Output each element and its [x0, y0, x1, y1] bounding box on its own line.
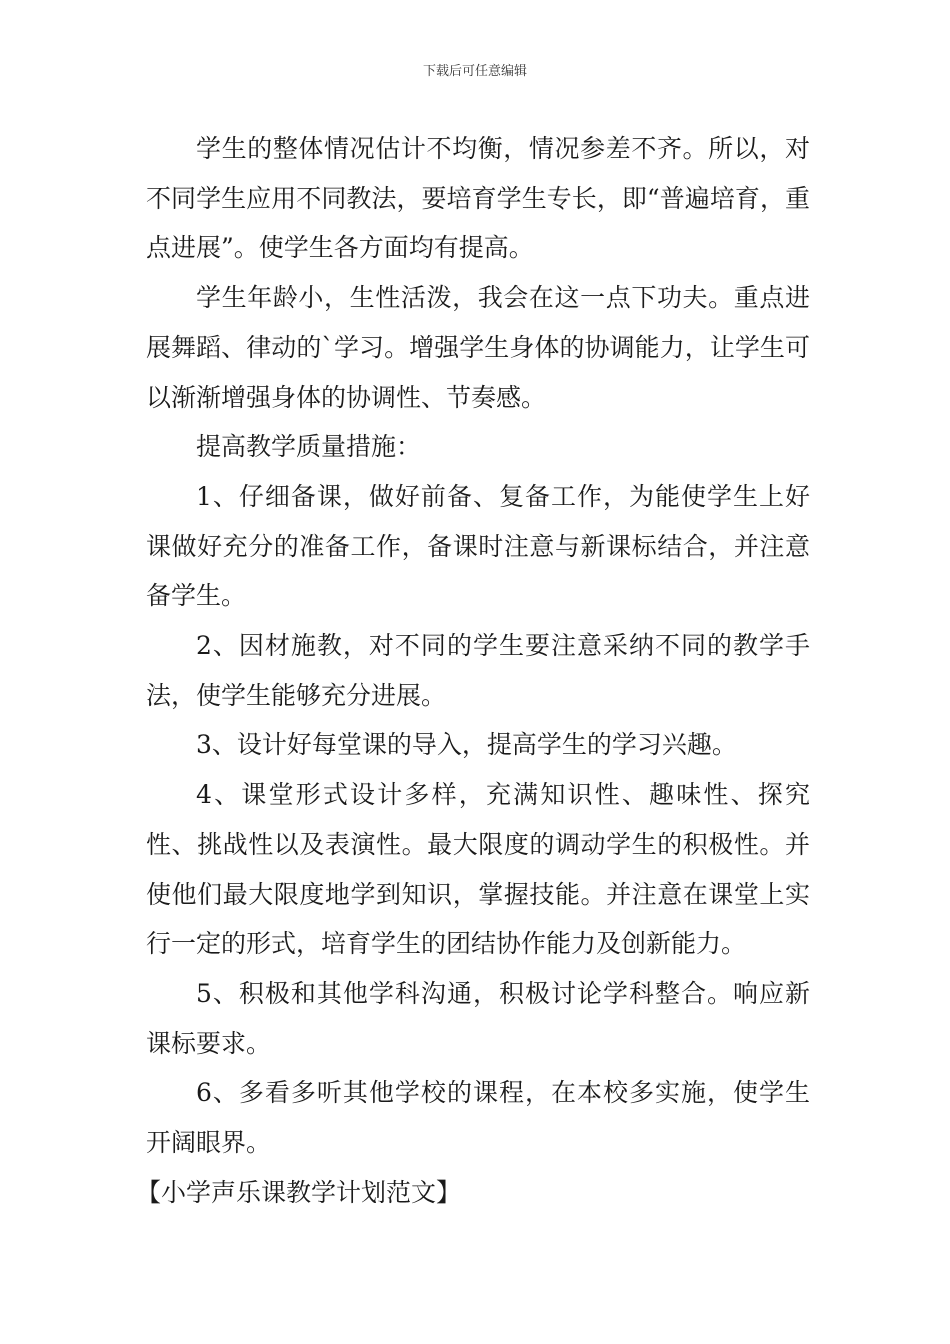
section-heading: 【小学声乐课教学计划范文】 — [136, 1177, 462, 1207]
paragraph-measure-5: 5、积极和其他学科沟通，积极讨论学科整合。响应新课标要求。 — [146, 978, 810, 1058]
paragraph-dance-rhythm: 学生年龄小，生性活泼，我会在这一点下功夫。重点进展舞蹈、律动的`学习。增强学生身体的协调能力，让学生可以渐渐增强身体的协调性、节奏感。 — [146, 283, 810, 412]
paragraph-measure-1: 1、仔细备课，做好前备、复备工作，为能使学生上好课做好充分的准备工作，备课时注意与新课标结合，并注意备学生。 — [146, 481, 810, 611]
page-header-note: 下载后可任意编辑 — [422, 64, 527, 79]
paragraph-measures-title: 提高教学质量措施： — [196, 432, 422, 462]
paragraph-measure-6: 6、多看多听其他学校的课程，在本校多实施，使学生开阔眼界。 — [146, 1078, 810, 1158]
paragraph-measure-2: 2、因材施教，对不同的学生要注意采纳不同的教学手法，使学生能够充分进展。 — [146, 631, 810, 710]
paragraph-measure-3: 3、设计好每堂课的导入，提高学生的学习兴趣。 — [196, 730, 737, 760]
document-body — [136, 124, 810, 1217]
paragraph-overview: 学生的整体情况估计不均衡，情况参差不齐。所以，对不同学生应用不同教法，要培育学生专长，即“普遍培育，重点进展”。使学生各方面均有提高。 — [146, 134, 810, 263]
paragraph-measure-4: 4、课堂形式设计多样，充满知识性、趣味性、探究性、挑战性以及表演性。最大限度的调动学生的积极性。并使他们最大限度地学到知识，掌握技能。并注意在课堂上实行一定的形式，培育学生的团结协作能力及创新能力。 — [146, 780, 810, 959]
